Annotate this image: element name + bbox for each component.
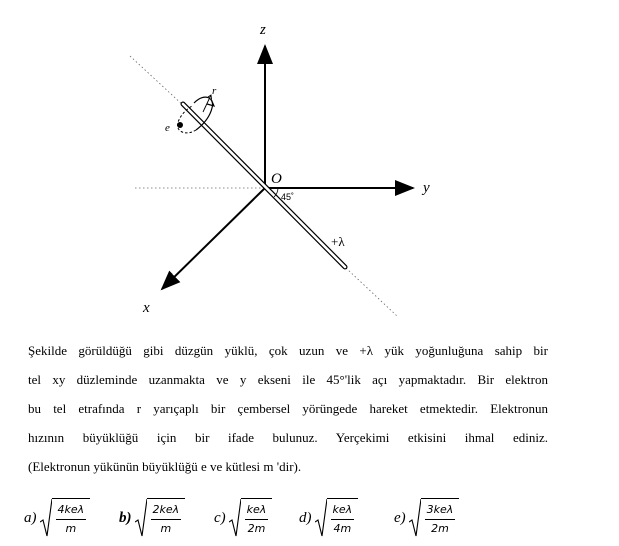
answer-choices — [24, 496, 584, 540]
denominator: 2m — [431, 522, 449, 535]
sqrt-sign — [229, 498, 273, 538]
sqrt-sign — [409, 498, 460, 538]
denominator: m — [65, 522, 77, 535]
radius-label: r — [212, 85, 217, 97]
choice-label: c) — [214, 509, 226, 526]
problem-line-5: (Elektronun yükünün büyüklüğü e ve kütlesi m 'dir). — [28, 459, 302, 474]
choice-label: a) — [24, 509, 37, 526]
denominator: m — [160, 522, 172, 535]
sqrt-sign — [315, 498, 359, 538]
problem-line-2: tel xy düzleminde uzanmakta ve y ekseni ile 45°'lik açı yapmaktadır. Bir elektron — [28, 372, 548, 387]
z-axis-label: z — [260, 22, 266, 38]
choice-b[interactable] — [119, 496, 185, 540]
choice-label: e) — [394, 509, 406, 526]
x-axis — [162, 188, 265, 289]
numerator: 2keλ — [151, 503, 182, 520]
numerator: 4keλ — [56, 503, 87, 520]
sqrt-sign — [135, 498, 186, 538]
fraction — [327, 498, 359, 538]
angle-label: 45˚ — [281, 192, 295, 202]
fraction — [147, 498, 186, 538]
numerator: keλ — [245, 503, 269, 520]
choice-d[interactable] — [299, 496, 358, 540]
choice-c[interactable] — [214, 496, 272, 540]
fraction — [241, 498, 273, 538]
denominator: 4m — [333, 522, 352, 535]
orbit-arrow-icon — [207, 99, 214, 106]
problem-line-3: bu tel etrafında r yarıçaplı bir çembersel yörüngede hareket etmektedir. Elektronun — [28, 401, 548, 416]
problem-line-1: Şekilde görüldüğü gibi düzgün yüklü, çok uzun ve +λ yük yoğunluğuna sahip bir — [28, 343, 548, 358]
y-axis-label: y — [423, 180, 430, 196]
electron-label: e — [165, 122, 170, 134]
origin-label: O — [271, 171, 282, 187]
electron-dot — [177, 122, 183, 128]
charge-label: +λ — [331, 234, 345, 249]
denominator: 2m — [247, 522, 266, 535]
choice-label: b) — [119, 509, 132, 526]
choice-a[interactable] — [24, 496, 90, 540]
sqrt-sign — [40, 498, 91, 538]
problem-statement — [28, 336, 548, 481]
numerator: 3keλ — [425, 503, 456, 520]
wire-extension-upper — [130, 56, 185, 107]
problem-line-4: hızının büyüklüğü için bir ifade bulunuz. Yerçekimi etkisini ihmal ediniz. — [28, 430, 548, 445]
numerator: keλ — [331, 503, 355, 520]
choice-label: d) — [299, 509, 312, 526]
choice-e[interactable] — [394, 496, 459, 540]
fraction — [52, 498, 91, 538]
x-axis-label: x — [143, 300, 150, 316]
wire-extension-lower — [346, 268, 397, 316]
orbit-dashed-arc — [178, 106, 196, 133]
fraction — [421, 498, 460, 538]
